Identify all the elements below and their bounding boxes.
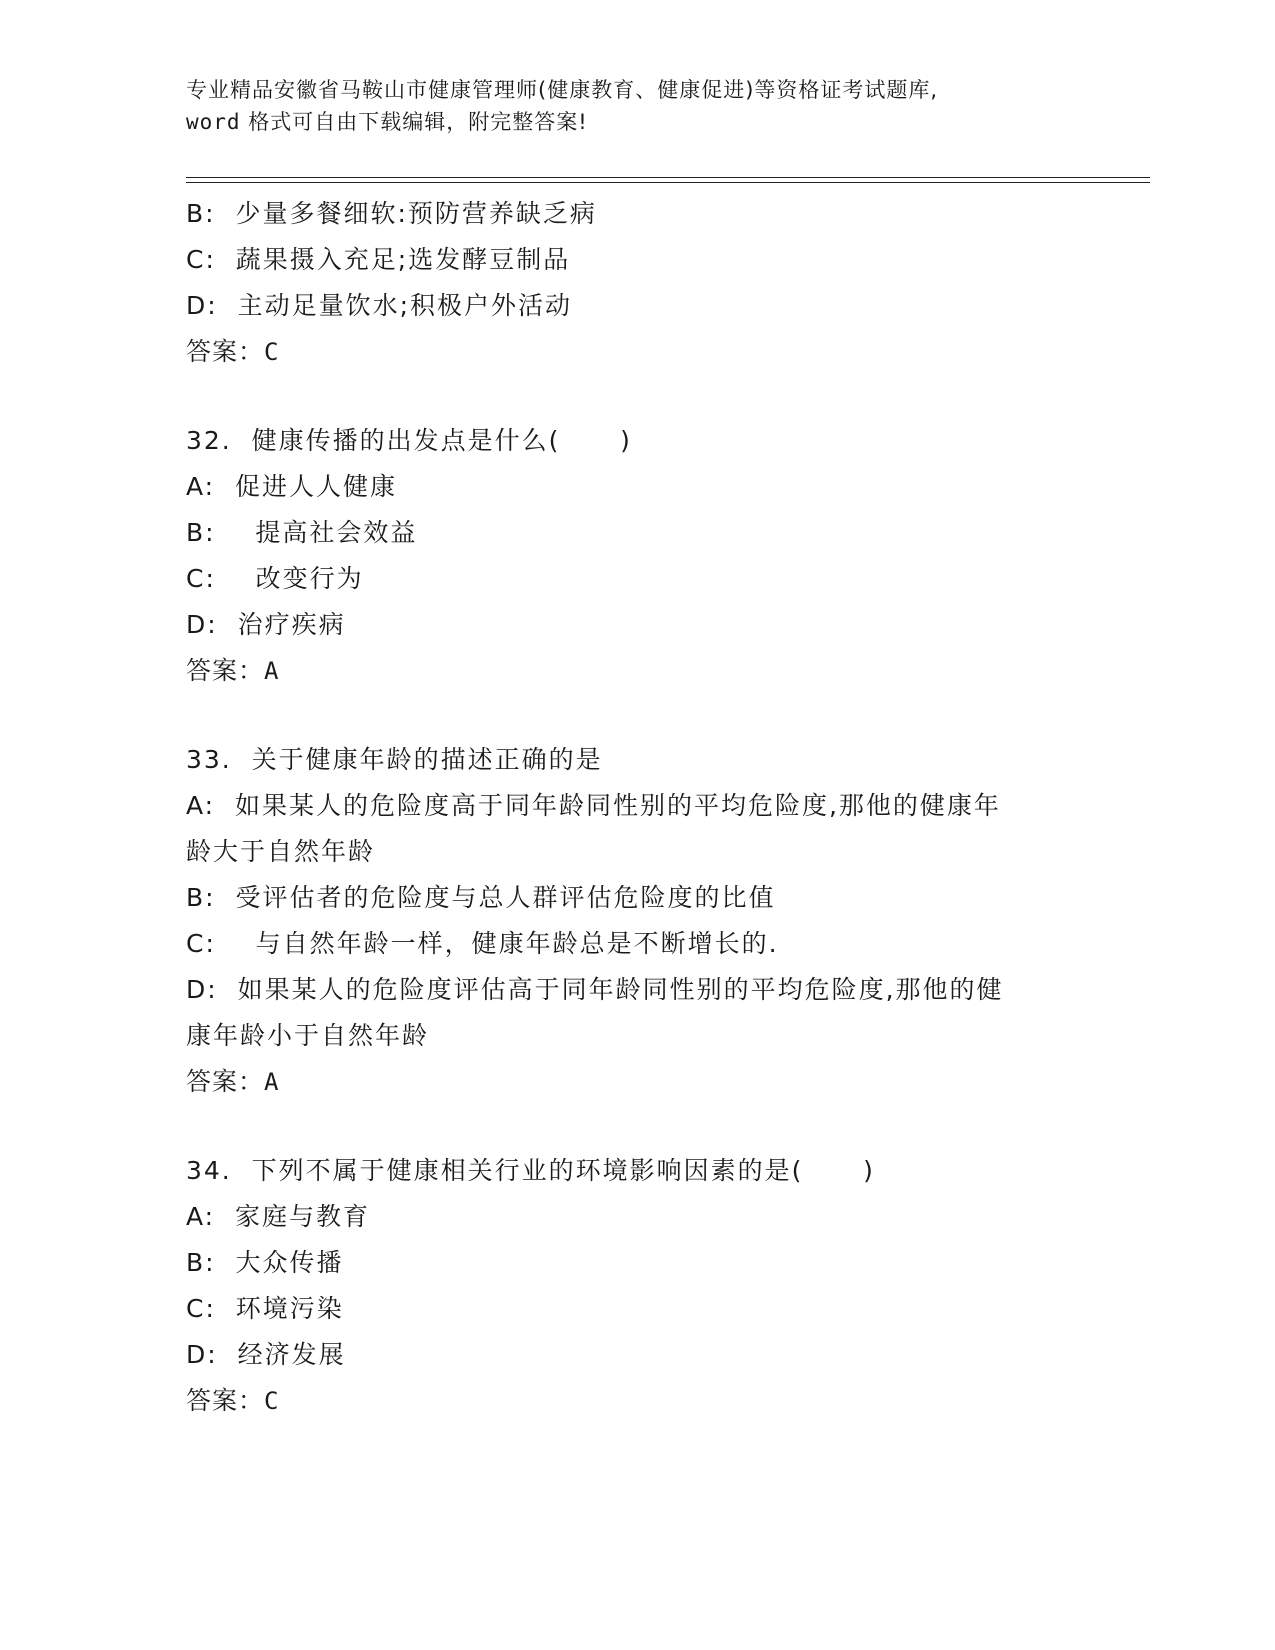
answer-line: [186, 1059, 1066, 1105]
option-c: C: 与自然年龄一样，健康年龄总是不断增长的.: [186, 929, 779, 958]
question-list: [186, 191, 1066, 1424]
question-block: [186, 418, 1066, 694]
question-block: [186, 737, 1066, 1105]
option-a: A: 促进人人健康: [186, 472, 397, 501]
header-line-2-rest: 格式可自由下载编辑，附完整答案!: [248, 110, 588, 134]
answer-value: A: [264, 1068, 280, 1096]
answer-label: 答案：: [186, 656, 265, 685]
option-a-continued: 龄大于自然年龄: [186, 837, 376, 866]
option-b: B: 提高社会效益: [186, 518, 418, 547]
option-d: D: 经济发展: [186, 1340, 346, 1369]
option-c: C: 改变行为: [186, 564, 364, 593]
option-b: B: 受评估者的危险度与总人群评估危险度的比值: [186, 883, 776, 912]
option-d: D: 主动足量饮水;积极户外活动: [186, 291, 572, 320]
header-line-2: [186, 106, 1086, 138]
answer-line: [186, 1378, 1066, 1424]
answer-value: A: [264, 657, 280, 685]
option-a: A: 家庭与教育: [186, 1202, 370, 1231]
question-text: 33. 关于健康年龄的描述正确的是: [186, 745, 603, 774]
option-c: C: 蔬果摄入充足;选发酵豆制品: [186, 245, 571, 274]
option-c: C: 环境污染: [186, 1294, 344, 1323]
option-a: A: 如果某人的危险度高于同年龄同性别的平均危险度,那他的健康年: [186, 791, 1001, 820]
option-b: B: 大众传播: [186, 1248, 344, 1277]
answer-label: 答案：: [186, 1386, 265, 1415]
option-d-continued: 康年龄小于自然年龄: [186, 1021, 430, 1050]
answer-line: [186, 329, 1066, 375]
option-b: B: 少量多餐细软:预防营养缺乏病: [186, 199, 597, 228]
header-divider-top: [186, 177, 1150, 178]
question-block: [186, 191, 1066, 375]
question-text: 34. 下列不属于健康相关行业的环境影响因素的是( ): [186, 1156, 875, 1185]
answer-label: 答案：: [186, 337, 265, 366]
answer-value: C: [264, 338, 280, 366]
answer-value: C: [264, 1387, 280, 1415]
question-block: [186, 1148, 1066, 1424]
option-d: D: 如果某人的危险度评估高于同年龄同性别的平均危险度,那他的健: [186, 975, 1004, 1004]
header-divider-bottom: [186, 182, 1150, 183]
option-d: D: 治疗疾病: [186, 610, 346, 639]
answer-label: 答案：: [186, 1067, 265, 1096]
header-word-label: word: [186, 110, 241, 134]
answer-line: [186, 648, 1066, 694]
document-header: [186, 74, 1086, 138]
question-text: 32. 健康传播的出发点是什么( ): [186, 426, 632, 455]
header-line-1: 专业精品安徽省马鞍山市健康管理师(健康教育、健康促进)等资格证考试题库,: [186, 78, 939, 102]
